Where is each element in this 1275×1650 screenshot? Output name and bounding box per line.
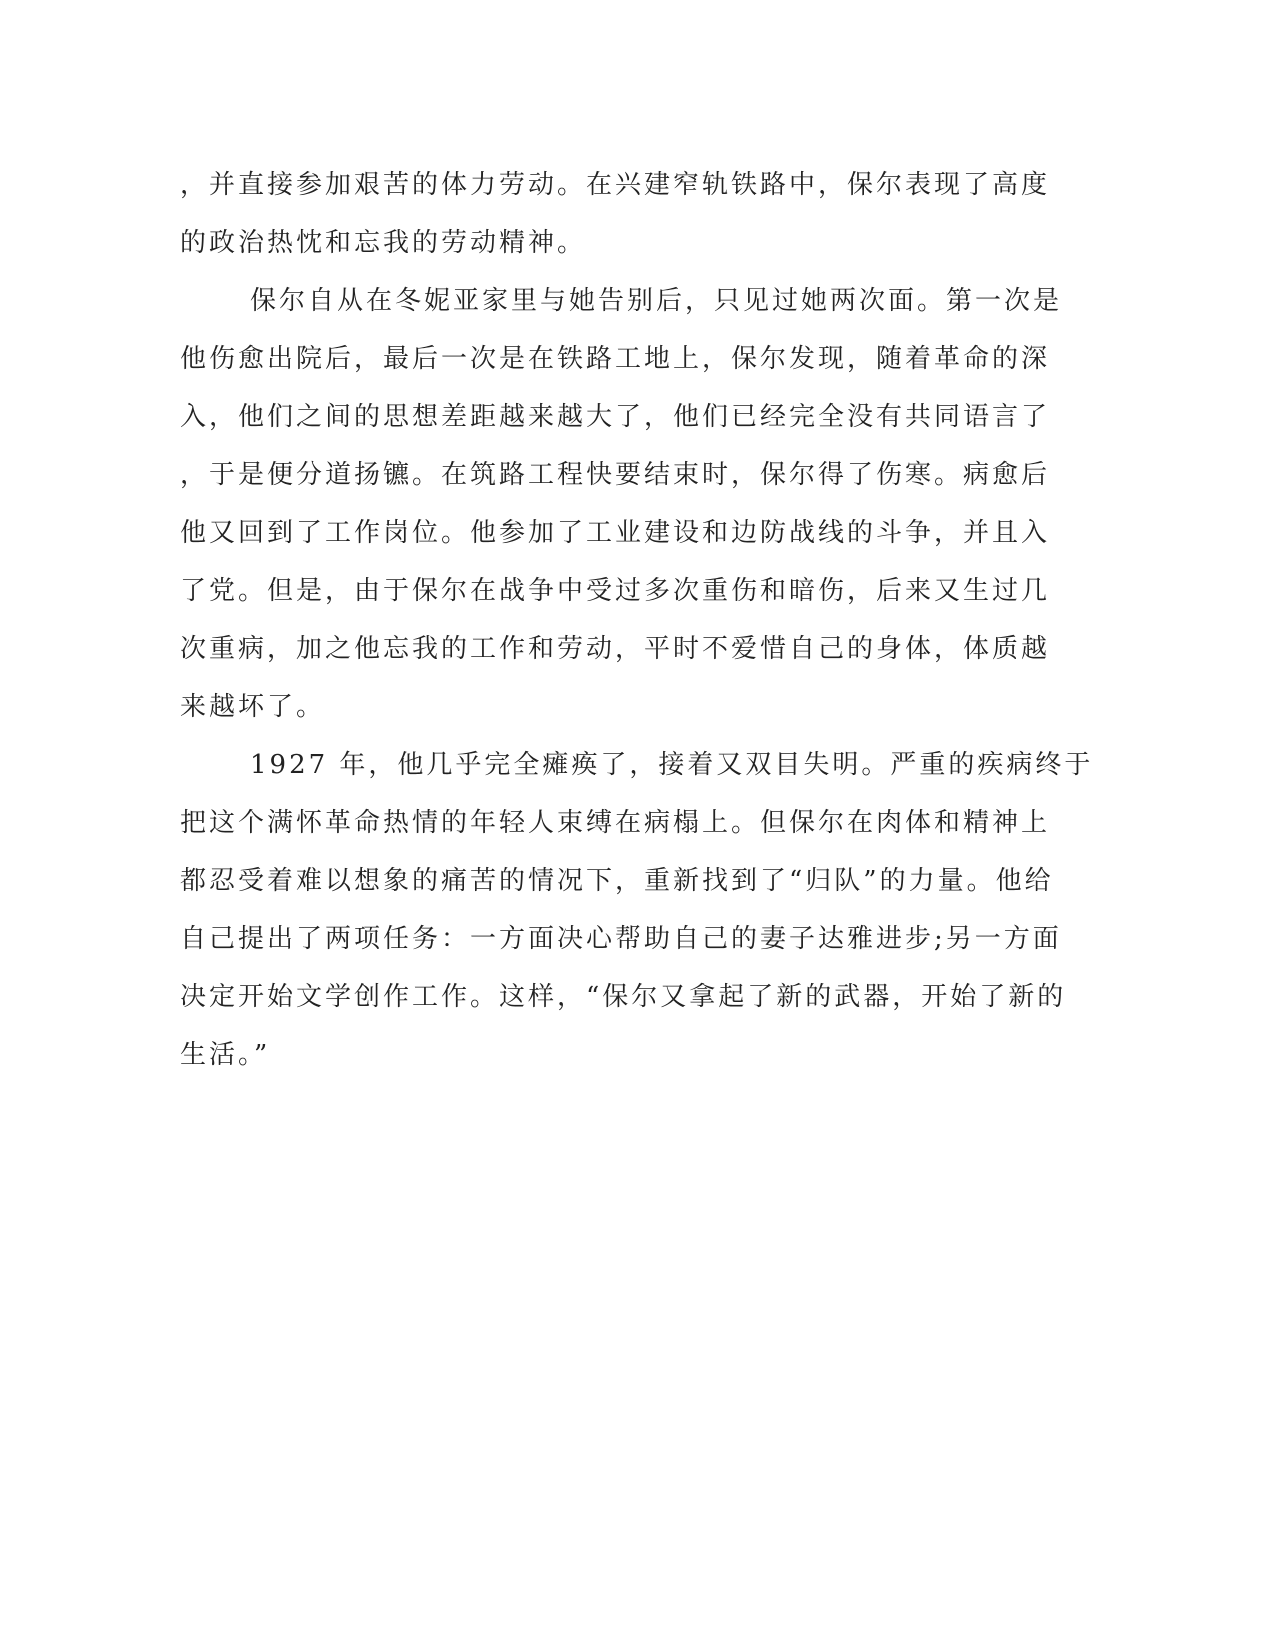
paragraph-first-line: 1927 年，他几乎完全瘫痪了，接着又双目失明。严重的疾病终于 — [250, 750, 1094, 780]
text-line: 都忍受着难以想象的痛苦的情况下，重新找到了“归队”的力量。他给 — [180, 866, 1054, 896]
text-line: 决定开始文学创作工作。这样，“保尔又拿起了新的武器，开始了新的 — [180, 982, 1067, 1012]
paragraph-first-line: 保尔自从在冬妮亚家里与她告别后，只见过她两次面。第一次是 — [250, 286, 1063, 316]
text-line: ，并直接参加艰苦的体力劳动。在兴建窄轨铁路中，保尔表现了高度 — [180, 170, 1051, 200]
text-line: 次重病，加之他忘我的工作和劳动，平时不爱惜自己的身体，体质越 — [180, 634, 1051, 664]
text-line: 他又回到了工作岗位。他参加了工业建设和边防战线的斗争，并且入 — [180, 518, 1051, 548]
text-line: 来越坏了。 — [180, 692, 326, 722]
text-line: 的政治热忱和忘我的劳动精神。 — [180, 228, 587, 258]
text-line: 生活。” — [180, 1040, 271, 1070]
text-line: 他伤愈出院后，最后一次是在铁路工地上，保尔发现，随着革命的深 — [180, 344, 1051, 374]
text-line: 自己提出了两项任务：一方面决心帮助自己的妻子达雅进步;另一方面 — [180, 924, 1062, 954]
body-text — [180, 156, 1094, 1084]
text-line: 了党。但是，由于保尔在战争中受过多次重伤和暗伤，后来又生过几 — [180, 576, 1051, 606]
text-line: 把这个满怀革命热情的年轻人束缚在病榻上。但保尔在肉体和精神上 — [180, 808, 1051, 838]
text-line: 入，他们之间的思想差距越来越大了，他们已经完全没有共同语言了 — [180, 402, 1051, 432]
text-line: ，于是便分道扬镳。在筑路工程快要结束时，保尔得了伤寒。病愈后 — [180, 460, 1051, 490]
